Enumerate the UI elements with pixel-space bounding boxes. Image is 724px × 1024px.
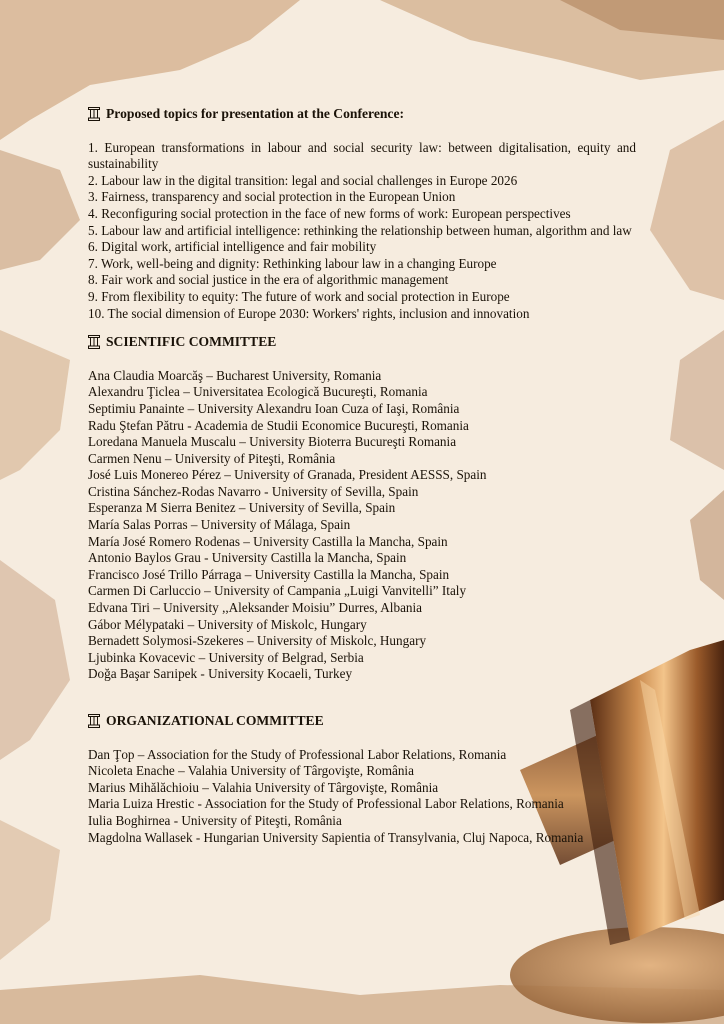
organizational-committee-title: ORGANIZATIONAL COMMITTEE <box>106 713 324 728</box>
topic-item: 8. Fair work and social justice in the era of algorithmic management <box>88 272 449 288</box>
topic-item: 3. Fairness, transparency and social protection in the European Union <box>88 189 456 205</box>
column-icon <box>88 335 100 349</box>
committee-member: Marius Mihălăchioiu – Valahia University of Târgovişte, România <box>88 779 439 795</box>
committee-member: Ljubinka Kovacevic – University of Belgrad, Serbia <box>88 649 364 665</box>
topic-item: 4. Reconfiguring social protection in the face of new forms of work: European perspectives <box>88 205 571 221</box>
committee-member: Doğa Başar Sarıipek - University Kocaeli, Turkey <box>88 666 353 682</box>
committee-member: Maria Luiza Hrestic - Association for the Study of Professional Labor Relations, Romania <box>88 796 564 812</box>
topic-item: 10. The social dimension of Europe 2030: Workers' rights, inclusion and innovation <box>88 305 530 321</box>
committee-member: Bernadett Solymosi-Szekeres – University of Miskolc, Hungary <box>88 633 427 649</box>
scientific-committee-title: SCIENTIFIC COMMITTEE <box>106 334 277 350</box>
committee-member: Antonio Baylos Grau - University Castilla la Mancha, Spain <box>88 550 407 566</box>
committee-member: Radu Ştefan Pătru - Academia de Studii Economice Bucureşti, Romania <box>88 417 469 433</box>
committee-member: Iulia Boghirnea - University of Piteşti, România <box>88 812 342 828</box>
committee-member: Carmen Di Carluccio – University of Campania „Luigi Vanvitelli” Italy <box>88 583 467 599</box>
topic-item: 2. Labour law in the digital transition: legal and social challenges in Europe 2026 <box>88 172 518 188</box>
topic-item: 9. From flexibility to equity: The future of work and social protection in Europe <box>88 288 510 304</box>
committee-member: María José Romero Rodenas – University Castilla la Mancha, Spain <box>88 533 448 549</box>
committee-member: Gábor Mélypataki – University of Miskolc, Hungary <box>88 616 367 632</box>
committee-member: José Luis Monereo Pérez – University of Granada, President AESSS, Spain <box>88 467 487 483</box>
topic-item: 5. Labour law and artificial intelligence: rethinking the relationship between human, algorithm and law <box>88 222 632 238</box>
topics-list <box>88 140 636 323</box>
column-icon <box>88 714 100 728</box>
topics-heading <box>88 106 636 123</box>
committee-member: Francisco José Trillo Párraga – University Castilla la Mancha, Spain <box>88 566 450 582</box>
committee-member: Cristina Sánchez-Rodas Navarro - University of Sevilla, Spain <box>88 483 419 499</box>
committee-member: Loredana Manuela Muscalu – University Bioterra Bucureşti Romania <box>88 434 457 450</box>
organizational-committee-heading <box>88 713 636 730</box>
committee-member: Septimiu Panainte – University Alexandru Ioan Cuza of Iaşi, România <box>88 400 460 416</box>
document-body <box>88 106 636 846</box>
scientific-committee-heading <box>88 334 636 351</box>
organizational-committee-list <box>88 747 636 847</box>
committee-member: Alexandru Ţiclea – Universitatea Ecologică Bucureşti, Romania <box>88 384 428 400</box>
scientific-committee-list <box>88 368 636 683</box>
topic-item: 1. European transformations in labour and social security law: between digitalisation, equity and sustainability <box>88 139 636 172</box>
committee-member: Dan Ţop – Association for the Study of Professional Labor Relations, Romania <box>88 746 507 762</box>
topic-item: 7. Work, well-being and dignity: Rethinking labour law in a changing Europe <box>88 255 497 271</box>
committee-member: Magdolna Wallasek - Hungarian University Sapientia of Transylvania, Cluj Napoca, Romania <box>88 829 584 845</box>
topic-item: 6. Digital work, artificial intelligence and fair mobility <box>88 239 377 255</box>
committee-member: María Salas Porras – University of Málaga, Spain <box>88 517 351 533</box>
committee-member: Carmen Nenu – University of Piteşti, România <box>88 450 336 466</box>
committee-member: Ana Claudia Moarcăş – Bucharest University, Romania <box>88 367 382 383</box>
committee-member: Nicoleta Enache – Valahia University of Târgovişte, România <box>88 763 414 779</box>
committee-member: Edvana Tiri – University ,,Aleksander Moisiu” Durres, Albania <box>88 600 423 616</box>
column-icon <box>88 107 100 121</box>
topics-title: Proposed topics for presentation at the Conference: <box>106 106 405 121</box>
committee-member: Esperanza M Sierra Benitez – University of Sevilla, Spain <box>88 500 396 516</box>
